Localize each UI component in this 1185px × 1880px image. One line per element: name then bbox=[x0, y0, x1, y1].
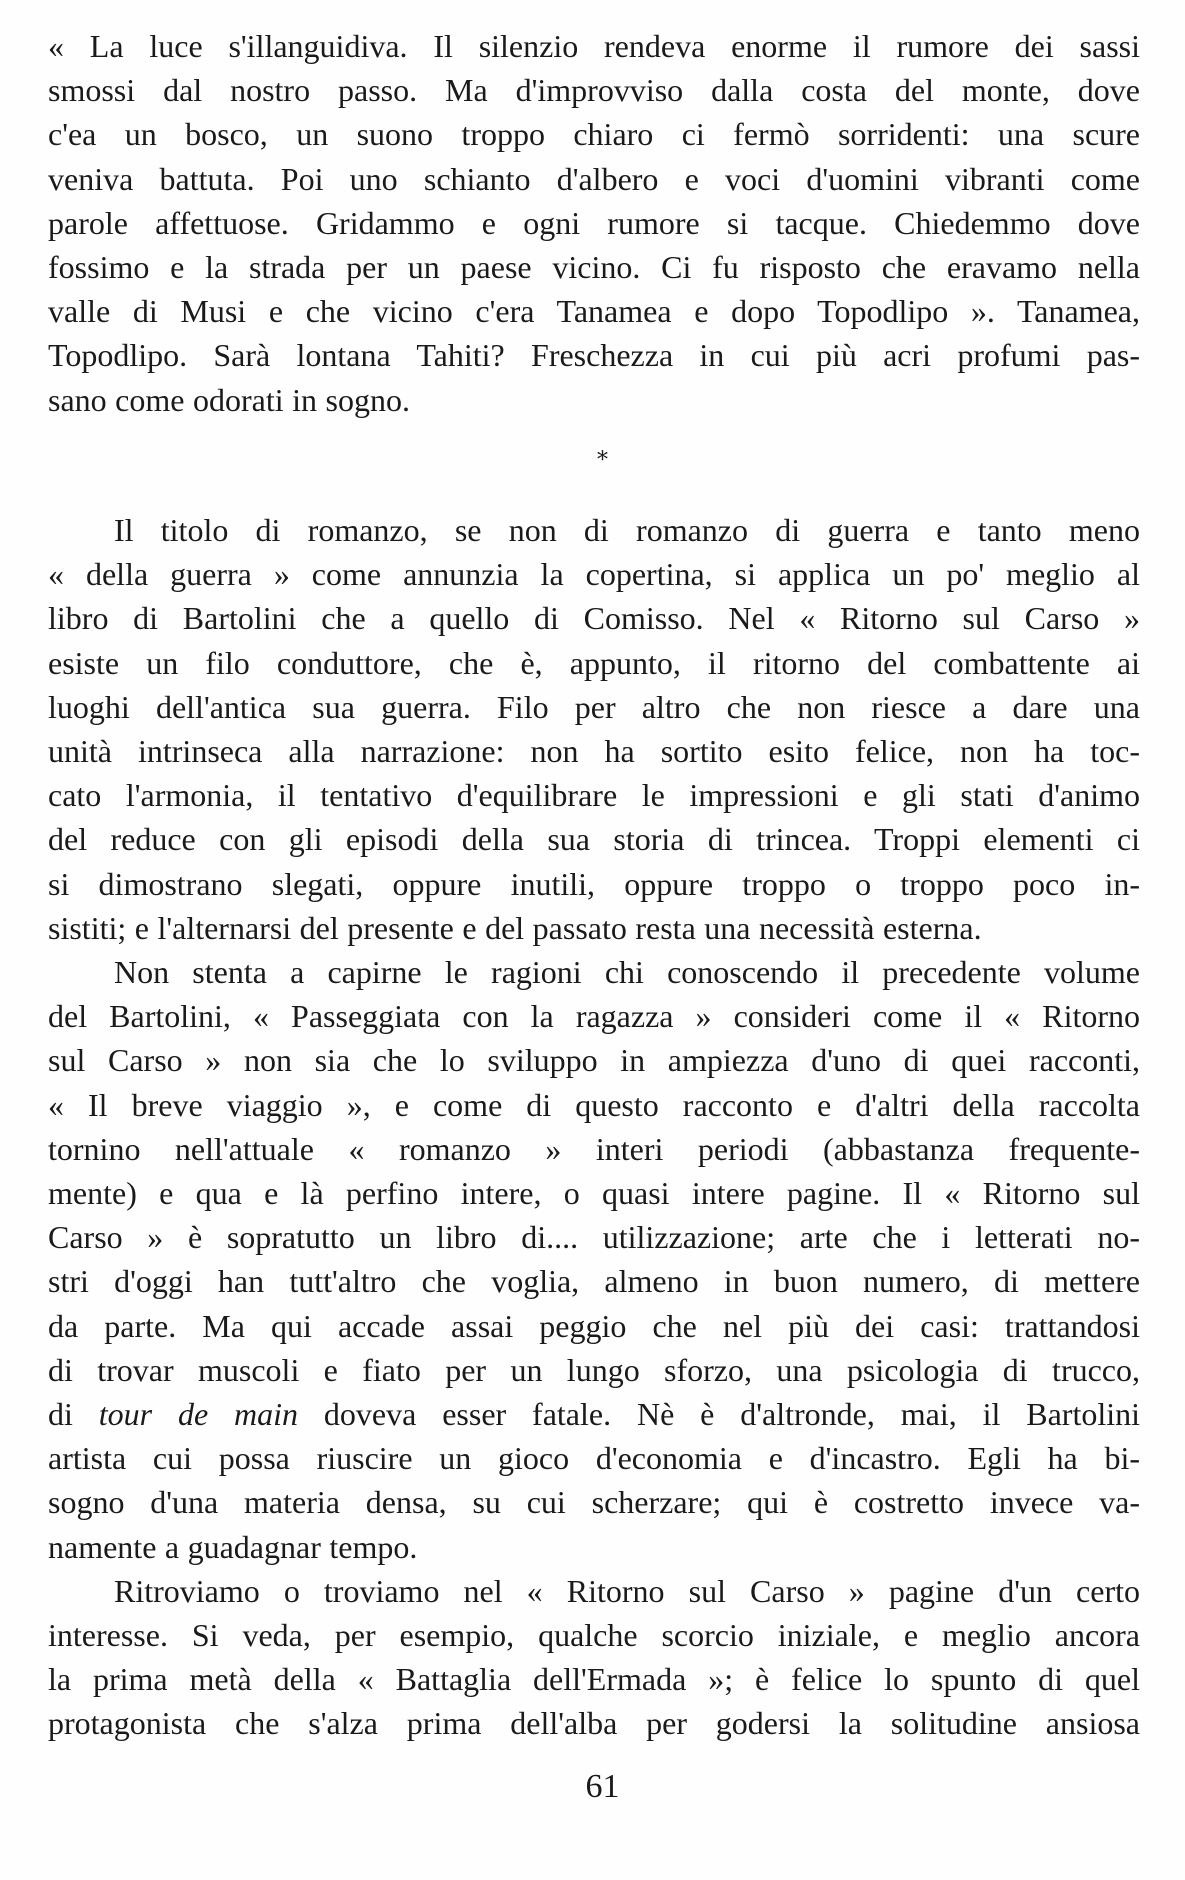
text-line: sogno d'una materia densa, su cui scherzare; qui è costretto invece va- bbox=[48, 1484, 1140, 1521]
text-line: luoghi dell'antica sua guerra. Filo per altro che non riesce a dare una bbox=[48, 688, 1140, 725]
text-line: Carso » è sopratutto un libro di.... utilizzazione; arte che i letterati no- bbox=[48, 1219, 1140, 1256]
text-line: valle di Musi e che vicino c'era Tanamea e dopo Topodlipo ». Tanamea, bbox=[48, 293, 1140, 330]
text-line: sistiti; e l'alternarsi del presente e del passato resta una necessità esterna. bbox=[48, 909, 982, 946]
text-line: cato l'armonia, il tentativo d'equilibrare le impressioni e gli stati d'animo bbox=[48, 777, 1140, 814]
text-line: sano come odorati in sogno. bbox=[48, 381, 410, 418]
text-line: smossi dal nostro passo. Ma d'improvviso dalla costa del monte, dove bbox=[48, 72, 1140, 109]
text-line: esiste un filo conduttore, che è, appunto, il ritorno del combattente ai bbox=[48, 644, 1140, 681]
quote-paragraph bbox=[48, 24, 1140, 422]
text-line: « della guerra » come annunzia la copertina, si applica un po' meglio al bbox=[48, 556, 1140, 593]
text-line: del Bartolini, « Passeggiata con la ragazza » consideri come il « Ritorno bbox=[48, 998, 1140, 1035]
text-line: tornino nell'attuale « romanzo » interi periodi (abbastanza frequente- bbox=[48, 1130, 1140, 1167]
text-line: stri d'oggi han tutt'altro che voglia, almeno in buon numero, di mettere bbox=[48, 1263, 1140, 1300]
text-line: libro di Bartolini che a quello di Comisso. Nel « Ritorno sul Carso » bbox=[48, 600, 1140, 637]
text-line: interesse. Si veda, per esempio, qualche scorcio iniziale, e meglio ancora bbox=[48, 1617, 1140, 1654]
text-line: veniva battuta. Poi uno schianto d'albero e voci d'uomini vibranti come bbox=[48, 160, 1140, 197]
text-line: c'ea un bosco, un suono troppo chiaro ci fermò sorridenti: una scure bbox=[48, 116, 1140, 153]
text-line: fossimo e la strada per un paese vicino. Ci fu risposto che eravamo nella bbox=[48, 249, 1140, 286]
page-number: 61 bbox=[585, 1768, 620, 1805]
text-segment: doveva esser fatale. Nè è d'altronde, mai, il Bartolini bbox=[298, 1396, 1141, 1433]
italic-phrase: tour de main bbox=[98, 1396, 299, 1433]
text-line: « Il breve viaggio », e come di questo racconto e d'altri della raccolta bbox=[48, 1086, 1140, 1123]
text-line: namente a guadagnar tempo. bbox=[48, 1528, 418, 1565]
text-line: protagonista che s'alza prima dell'alba per godersi la solitudine ansiosa bbox=[48, 1705, 1140, 1742]
text-line: sul Carso » non sia che lo sviluppo in ampiezza d'uno di quei racconti, bbox=[48, 1042, 1140, 1079]
text-line: Il titolo di romanzo, se non di romanzo di guerra e tanto meno bbox=[114, 512, 1140, 548]
text-line: Topodlipo. Sarà lontana Tahiti? Freschezza in cui più acri profumi pas- bbox=[48, 337, 1140, 374]
text-line: mente) e qua e là perfino intere, o quasi intere pagine. Il « Ritorno sul bbox=[48, 1175, 1140, 1212]
text-line: la prima metà della « Battaglia dell'Ermada »; è felice lo spunto di quel bbox=[48, 1661, 1140, 1698]
text-line: Ritroviamo o troviamo nel « Ritorno sul Carso » pagine d'un certo bbox=[114, 1572, 1140, 1609]
text-line: di trovar muscoli e fiato per un lungo sforzo, una psicologia di trucco, bbox=[48, 1351, 1140, 1388]
text-line: artista cui possa riuscire un gioco d'economia e d'incastro. Egli ha bi- bbox=[48, 1440, 1140, 1477]
text-line-with-italic bbox=[48, 1392, 1140, 1436]
text-line: parole affettuose. Gridammo e ogni rumore si tacque. Chiedemmo dove bbox=[48, 204, 1140, 241]
text-line: del reduce con gli episodi della sua storia di trincea. Troppi elementi ci bbox=[48, 821, 1140, 858]
text-segment: di bbox=[48, 1396, 99, 1433]
text-line: si dimostrano slegati, oppure inutili, oppure troppo o troppo poco in- bbox=[48, 865, 1140, 902]
text-line: da parte. Ma qui accade assai peggio che nel più dei casi: trattandosi bbox=[48, 1307, 1140, 1344]
text-line: unità intrinseca alla narrazione: non ha sortito esito felice, non ha toc- bbox=[48, 733, 1140, 770]
text-line: « La luce s'illanguidiva. Il silenzio rendeva enorme il rumore dei sassi bbox=[48, 28, 1140, 64]
main-text bbox=[48, 508, 1140, 1746]
section-separator: * bbox=[597, 448, 608, 473]
text-line: Non stenta a capirne le ragioni chi conoscendo il precedente volume bbox=[114, 954, 1140, 991]
